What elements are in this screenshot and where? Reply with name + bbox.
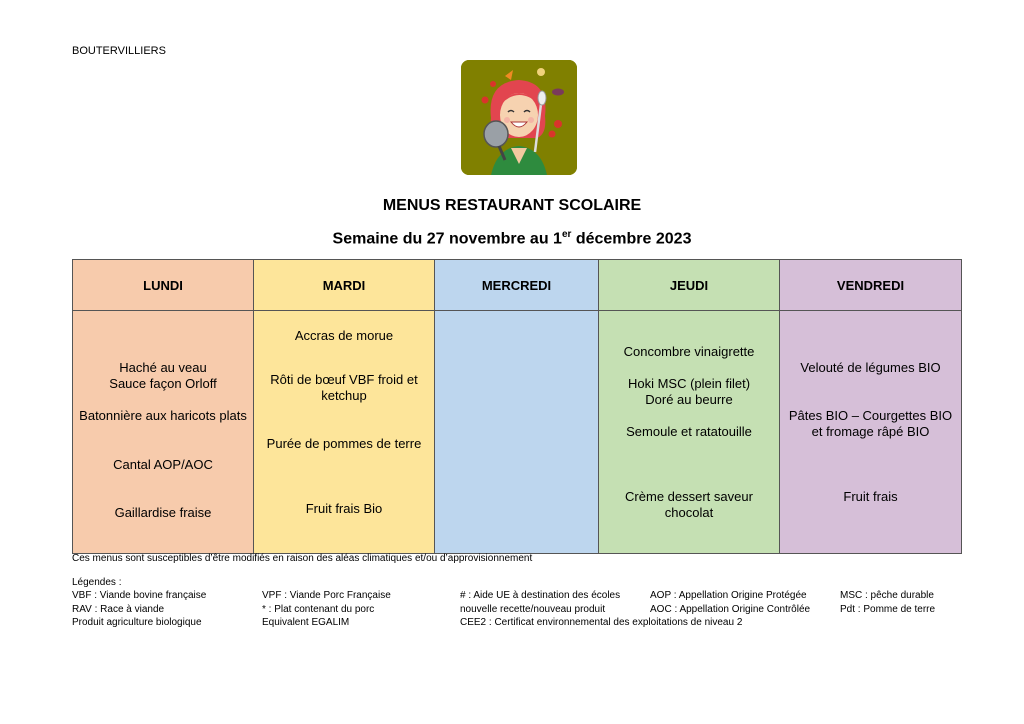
legend-item: nouvelle recette/nouveau produit [460,603,606,615]
dish-mardi-starter: Accras de morue [294,328,394,343]
dish-vendredi-main: Pâtes BIO – Courgettes BIO et fromage râpé BIO [788,408,953,439]
chef-illustration-icon [461,60,577,175]
legend-item: VBF : Viande bovine française [72,590,207,601]
dish-mardi-side: Purée de pommes de terre [266,436,422,451]
header-lundi: LUNDI [73,260,254,311]
dish-jeudi-main: Hoki MSC (plein filet) Doré au beurre [627,376,751,407]
dish-lundi-cheese: Cantal AOP/AOC [113,457,213,472]
cell-lundi [73,311,254,554]
header-mardi: MARDI [254,260,435,311]
dish-jeudi-starter: Concombre vinaigrette [623,344,755,359]
cell-mardi [254,311,435,554]
dish-mardi-dessert: Fruit frais Bio [305,501,383,516]
page-title: MENUS RESTAURANT SCOLAIRE [382,197,642,214]
legend-item: CEE2 : Certificat environnemental des exploitations de niveau 2 [460,617,743,628]
disclaimer-note: Ces menus sont susceptibles d’être modifiés en raison des aléas climatiques et/ou d’approvisionnement [72,553,533,564]
cell-jeudi [599,311,780,554]
legend-item: Equivalent EGALIM [262,617,350,628]
legend-item: AOP : Appellation Origine Protégée [650,590,807,601]
legend-title: Légendes : [72,577,122,588]
cell-vendredi [780,311,962,554]
town-name: BOUTERVILLIERS [72,45,166,57]
week-subtitle-end: décembre 2023 [571,230,692,248]
dish-jeudi-dessert: Crème dessert saveur chocolat [625,489,753,520]
legend-column-5 [840,589,935,616]
legend-item: MSC : pêche durable [840,590,934,601]
dish-lundi-side: Batonnière aux haricots plats [79,408,247,423]
legend-item: Pdt : Pomme de terre [840,603,936,615]
week-subtitle [0,229,1024,248]
legend-item: Produit agriculture biologique [72,617,202,628]
legend-column-1 [72,589,206,630]
legend-item: RAV : Race à viande [72,603,165,615]
legend-item: AOC : Appellation Origine Contrôlée [650,603,811,615]
header-mercredi: MERCREDI [435,260,599,311]
header-jeudi: JEUDI [599,260,780,311]
legend-item: VPF : Viande Porc Française [262,590,391,601]
cell-mercredi [435,311,599,554]
legend-column-4 [650,589,810,616]
week-subtitle-start: Semaine du 27 novembre au 1 [332,230,562,248]
dish-mardi-main: Rôti de bœuf VBF froid et ketchup [270,372,418,403]
menu-body-row [73,311,962,554]
dish-lundi-dessert: Gaillardise fraise [114,505,212,520]
legend-column-2 [262,589,391,630]
dish-vendredi-starter: Velouté de légumes BIO [800,360,941,375]
dish-jeudi-side: Semoule et ratatouille [626,424,752,439]
dish-lundi-main: Haché au veau Sauce façon Orloff [109,360,217,391]
header-vendredi: VENDREDI [780,260,962,311]
legend-item: # : Aide UE à destination des écoles [460,590,621,601]
legend-item: * : Plat contenant du porc [262,603,375,615]
week-subtitle-superscript: er [561,229,572,240]
dish-vendredi-dessert: Fruit frais [843,489,898,504]
menu-table [72,259,962,554]
menu-header-row [73,260,962,311]
chef-logo-image [461,60,577,175]
